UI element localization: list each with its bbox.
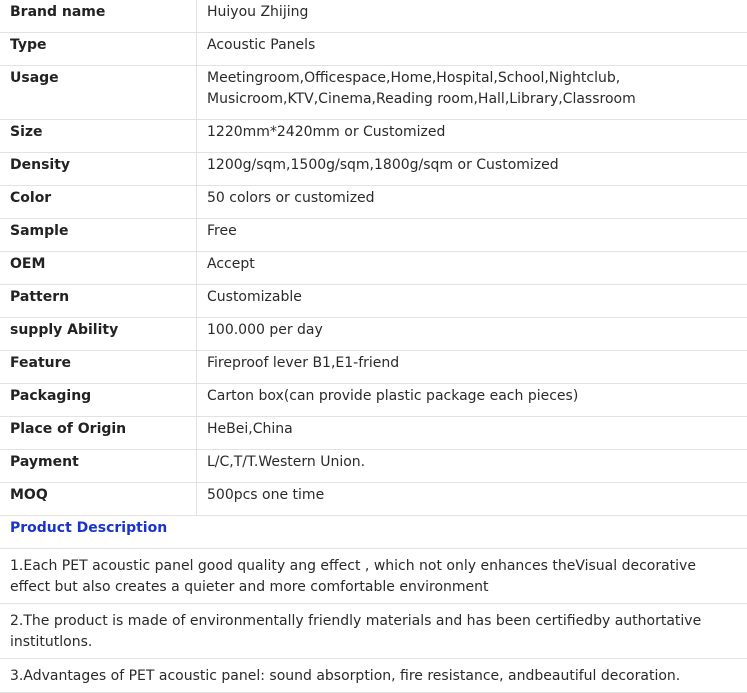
spec-value: 50 colors or customized bbox=[197, 186, 747, 219]
spec-row-size bbox=[0, 120, 747, 153]
spec-key: Usage bbox=[0, 66, 197, 120]
spec-key: Density bbox=[0, 153, 197, 186]
spec-value: Customizable bbox=[197, 285, 747, 318]
spec-row-color bbox=[0, 186, 747, 219]
spec-value: L/C,T/T.Western Union. bbox=[197, 450, 747, 483]
spec-key: Sample bbox=[0, 219, 197, 252]
spec-value: 1220mm*2420mm or Customized bbox=[197, 120, 747, 153]
product-description-heading: Product Description bbox=[0, 516, 747, 549]
spec-row-feature bbox=[0, 351, 747, 384]
spec-value: HeBei,China bbox=[197, 417, 747, 450]
spec-key: Pattern bbox=[0, 285, 197, 318]
spec-row-payment bbox=[0, 450, 747, 483]
spec-row-type bbox=[0, 33, 747, 66]
section-header-row bbox=[0, 516, 747, 549]
spec-value: Carton box(can provide plastic package each pieces) bbox=[197, 384, 747, 417]
spec-key: Brand name bbox=[0, 0, 197, 33]
spec-row-sample bbox=[0, 219, 747, 252]
spec-key: OEM bbox=[0, 252, 197, 285]
spec-key: Color bbox=[0, 186, 197, 219]
spec-row-moq bbox=[0, 483, 747, 516]
spec-row-density bbox=[0, 153, 747, 186]
spec-value: Accept bbox=[197, 252, 747, 285]
spec-key: Size bbox=[0, 120, 197, 153]
spec-row-usage bbox=[0, 66, 747, 120]
spec-value: Fireproof lever B1,E1-friend bbox=[197, 351, 747, 384]
spec-key: Payment bbox=[0, 450, 197, 483]
spec-row-packaging bbox=[0, 384, 747, 417]
spec-value: 100.000 per day bbox=[197, 318, 747, 351]
description-row bbox=[0, 659, 747, 693]
spec-value: 500pcs one time bbox=[197, 483, 747, 516]
spec-row-place-of-origin bbox=[0, 417, 747, 450]
description-row bbox=[0, 604, 747, 659]
spec-key: Feature bbox=[0, 351, 197, 384]
spec-row-pattern bbox=[0, 285, 747, 318]
spec-key: Place of Origin bbox=[0, 417, 197, 450]
description-row bbox=[0, 549, 747, 604]
description-text: 3.Advantages of PET acoustic panel: sound absorption, fire resistance, andbeautiful decoration. bbox=[0, 659, 747, 693]
spec-key: Packaging bbox=[0, 384, 197, 417]
spec-row-oem bbox=[0, 252, 747, 285]
spec-value: Acoustic Panels bbox=[197, 33, 747, 66]
spec-row-brand-name bbox=[0, 0, 747, 33]
spec-key: supply Ability bbox=[0, 318, 197, 351]
spec-value: 1200g/sqm,1500g/sqm,1800g/sqm or Customized bbox=[197, 153, 747, 186]
spec-row-supply-ability bbox=[0, 318, 747, 351]
spec-key: MOQ bbox=[0, 483, 197, 516]
description-text: 1.Each PET acoustic panel good quality ang effect , which not only enhances theVisual decorative effect but also creates a quieter and more comfortable environment bbox=[0, 549, 747, 604]
description-text: 2.The product is made of environmentally friendly materials and has been certifiedby authortative institutlons. bbox=[0, 604, 747, 659]
spec-key: Type bbox=[0, 33, 197, 66]
spec-value: Meetingroom,Officespace,Home,Hospital,School,Nightclub, Musicroom,KTV,Cinema,Reading room,Hall,Library,Classroom bbox=[197, 66, 747, 120]
spec-value: Huiyou Zhijing bbox=[197, 0, 747, 33]
spec-value: Free bbox=[197, 219, 747, 252]
